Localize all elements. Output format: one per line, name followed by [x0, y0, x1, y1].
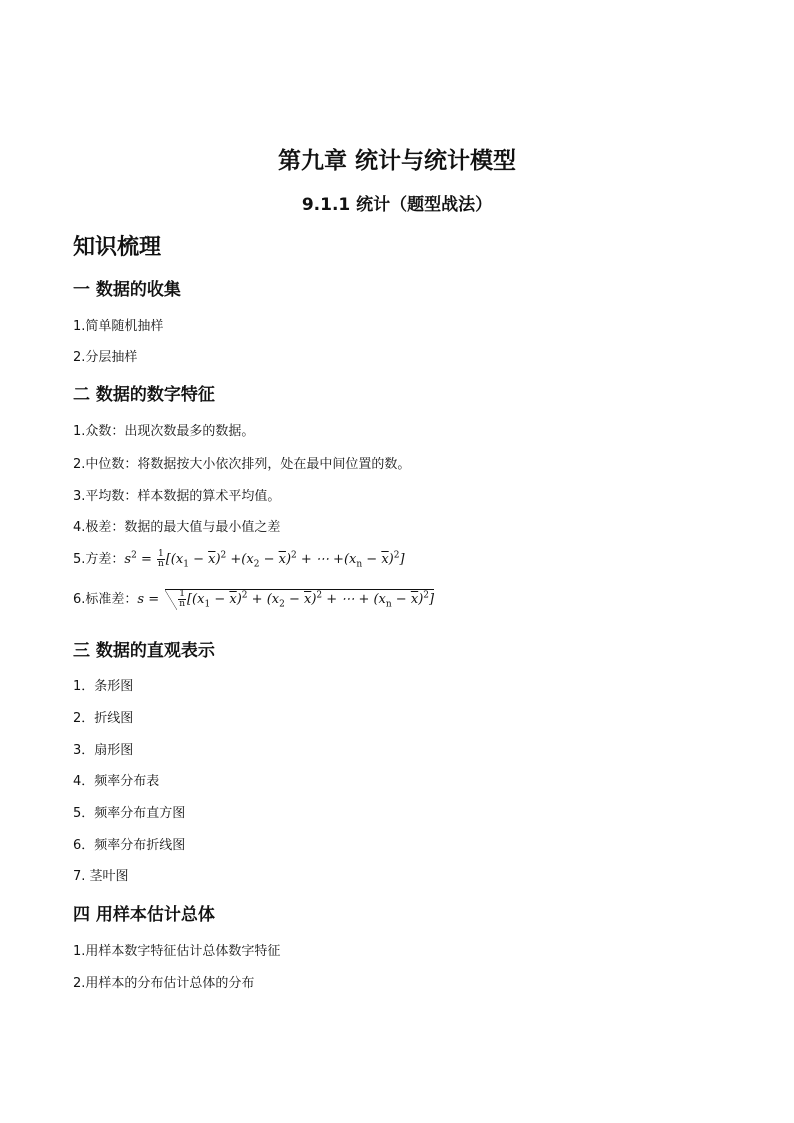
- list-item: 3.平均数：样本数据的算术平均值。: [73, 489, 281, 504]
- variance-label: 5.方差：: [73, 552, 125, 567]
- list-item: 7. 茎叶图: [73, 869, 129, 884]
- list-item: 1.众数：出现次数最多的数据。: [73, 424, 255, 439]
- chapter-title: 第九章 统计与统计模型: [277, 148, 516, 174]
- stddev-formula: [73, 588, 434, 610]
- list-item: 2.用样本的分布估计总体的分布: [73, 976, 255, 991]
- list-item: 4．频率分布表: [73, 774, 160, 789]
- variance-formula: [73, 548, 405, 570]
- list-item: 3．扇形图: [73, 743, 134, 758]
- list-item: 2.分层抽样: [73, 350, 138, 365]
- list-item: 1.简单随机抽样: [73, 319, 164, 334]
- section-heading-numeric-features: 二 数据的数字特征: [73, 385, 215, 405]
- variance-expression: $s^2$ = $\frac{1}{n}$ [$(x_1 - \overline{x})^2 +(x_2 - \overline{x})^2$ + ⋯ $+(x_n - \overline{x})^2$]: [124, 549, 405, 570]
- section-heading-estimate: 四 用样本估计总体: [73, 905, 215, 925]
- list-item: 5．频率分布直方图: [73, 806, 186, 821]
- list-item: 2．折线图: [73, 711, 134, 726]
- section-heading-collection: 一 数据的收集: [73, 280, 181, 300]
- list-item: 1．条形图: [73, 679, 134, 694]
- knowledge-heading: 知识梳理: [73, 235, 162, 260]
- list-item: 1.用样本数字特征估计总体数字特征: [73, 944, 281, 959]
- stddev-label: 6.标准差：: [73, 592, 138, 607]
- list-item: 2.中位数：将数据按大小依次排列，处在最中间位置的数。: [73, 457, 411, 472]
- list-item: 4.极差：数据的最大值与最小值之差: [73, 520, 281, 535]
- section-subtitle: 9.1.1 统计（题型战法）: [301, 195, 493, 215]
- stddev-expression: s = $\frac{1}{n}$ [$(x_1 - \overline{x})^2 + (x_2 - \overline{x})^2$ + ⋯ + $(x_n - \overline{x})^2$]: [137, 589, 435, 610]
- section-heading-visual: 三 数据的直观表示: [73, 641, 215, 661]
- list-item: 6．频率分布折线图: [73, 838, 186, 853]
